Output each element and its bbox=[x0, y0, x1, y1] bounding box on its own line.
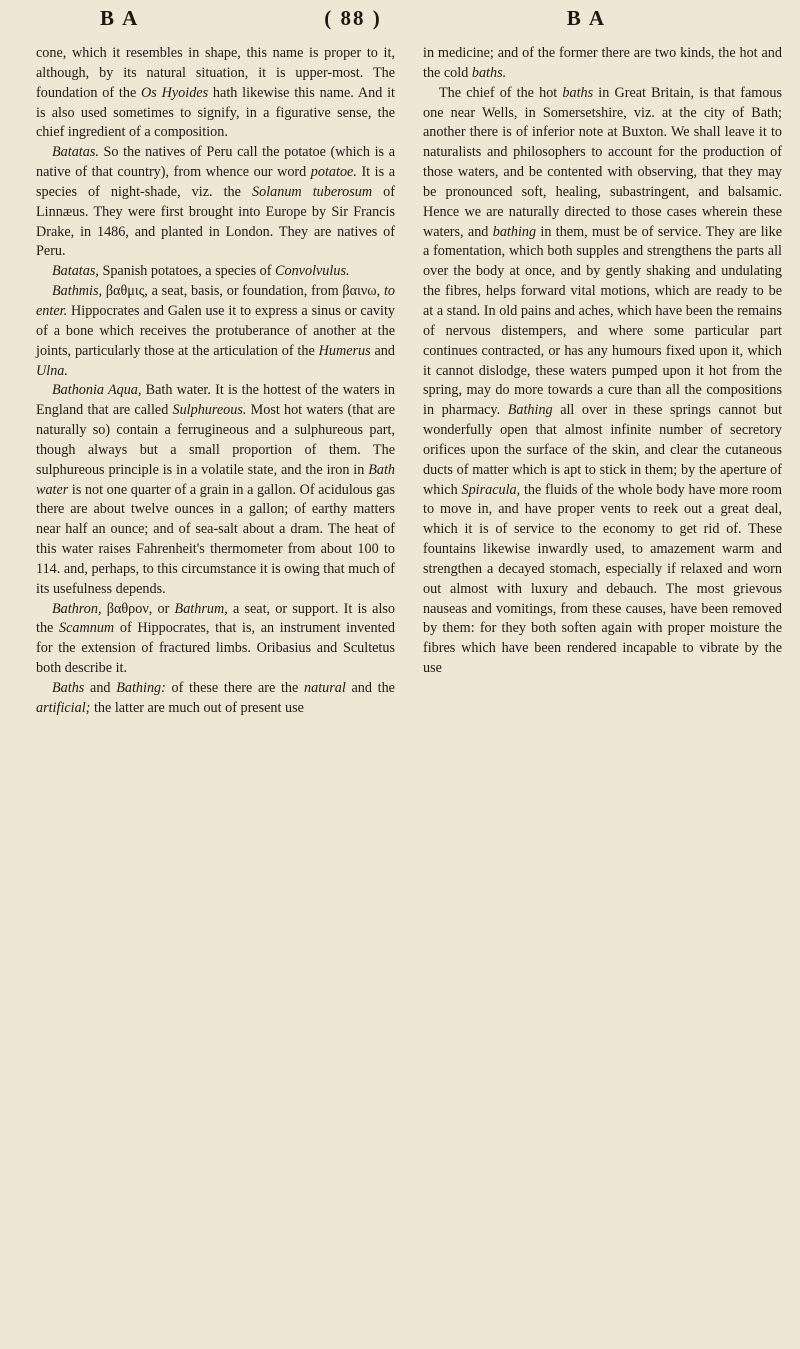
paragraph: Batatas. So the natives of Peru call the potatoe (which is a native of that country), from whence our word potatoe. It is a species of night-shade, viz. the Solanum tuberosum of Linnæus. They were first brought into Europe by Sir Francis Drake, in 1486, and planted in London. They are natives of Peru. bbox=[36, 144, 395, 260]
paragraph: The chief of the hot baths in Great Britain, is that famous one near Wells, in Somersetshire, viz. at the city of Bath; another there is of inferior note at Buxton. We shall leave it to naturalists and philosophers to account for the production of those waters, and be contented with observing, that they may be pronounced soft, healing, subastringent, and balsamic. Hence we are naturally directed to those cases wherein these waters, and bathing in them, must be of service. They are like a fomentation, which both supples and strengthens the parts all over the body at once, and by gently shaking and undulating the fibres, helps forward vital motions, which are ready to be at a stand. In old pains and aches, which have been the remains of nervous distempers, and where some particular part continues contracted, or has any humours fixed upon it, which it cannot dislodge, these waters pumped upon it hot from the spring, may do more towards a cure than all the compositions in pharmacy. Bathing all over in these springs cannot but wonderfully open that almost infinite number of secretory orifices upon the surface of the skin, and clear the cutaneous ducts of matter which is apt to stick in them; by the aperture of which Spiracula, the fluids of the whole body have more room to move in, and have proper vents to reek out a great deal, which it is of service to the economy to get rid of. These fountains likewise inwardly used, to amazement warm and strengthen a decayed stomach, especially if relaxed and worn out almost with luxury and debauch. The most grievous nauseas and vomitings, from these causes, have been removed by them: for they both soften again with proper moisture the fibres which have been rendered incapable to vibrate by the use bbox=[423, 84, 783, 677]
paragraph: Batatas, Spanish potatoes, a species of Convolvulus. bbox=[52, 263, 350, 280]
paragraph: Bathonia Aqua, Bath water. It is the hottest of the waters in England that are called Sulphureous. Most hot waters (that are naturally so) contain a ferrugineous and a sulphureous part, though always but a small proportion of them. The sulphureous principle is in a volatile state, and the iron in Bath water is not one quarter of a grain in a gallon. Of acidulous gas there are about twelve ounces in a gallon; of earthy matters near half an ounce; and of sea-salt about a dram. The heat of this water raises Fahrenheit's thermometer from about 100 to 114. and, perhaps, to this circumstance it is owing that much of its usefulness depends. bbox=[36, 382, 395, 597]
running-head bbox=[36, 6, 782, 32]
paragraph: Bathmis, βαθμις, a seat, basis, or foundation, from βαινω, to enter. Hippocrates and Galen use it to express a sinus or cavity of a bone which receives the protuberance of another at the joints, particularly those at the articulation of the Humerus and Ulna. bbox=[36, 283, 395, 379]
paragraph: in medicine; and of the former there are two kinds, the hot and the cold baths. bbox=[423, 45, 782, 81]
paragraph: Bathron, βαθρον, or Bathrum, a seat, or support. It is also the Scamnum of Hippocrates, that is, an instrument invented for the extension of fractured limbs. Oribasius and Scultetus both describe it. bbox=[36, 600, 395, 677]
paragraph: Baths and Bathing: of these there are the natural and the artificial; the latter are much out of present use bbox=[36, 680, 395, 716]
running-head-right: B A bbox=[566, 6, 606, 30]
running-head-left: B A bbox=[100, 6, 140, 30]
left-column bbox=[36, 44, 395, 719]
paragraph: cone, which it resembles in shape, this name is proper to it, although, by its natural situation, it is upper-most. The foundation of the Os Hyoides hath likewise this name. And it is also used sometimes to signify, in a figurative sense, the chief ingredient of a composition. bbox=[36, 45, 395, 141]
right-column bbox=[423, 44, 782, 719]
page-number: ( 88 ) bbox=[324, 6, 382, 30]
text-columns bbox=[36, 44, 782, 719]
